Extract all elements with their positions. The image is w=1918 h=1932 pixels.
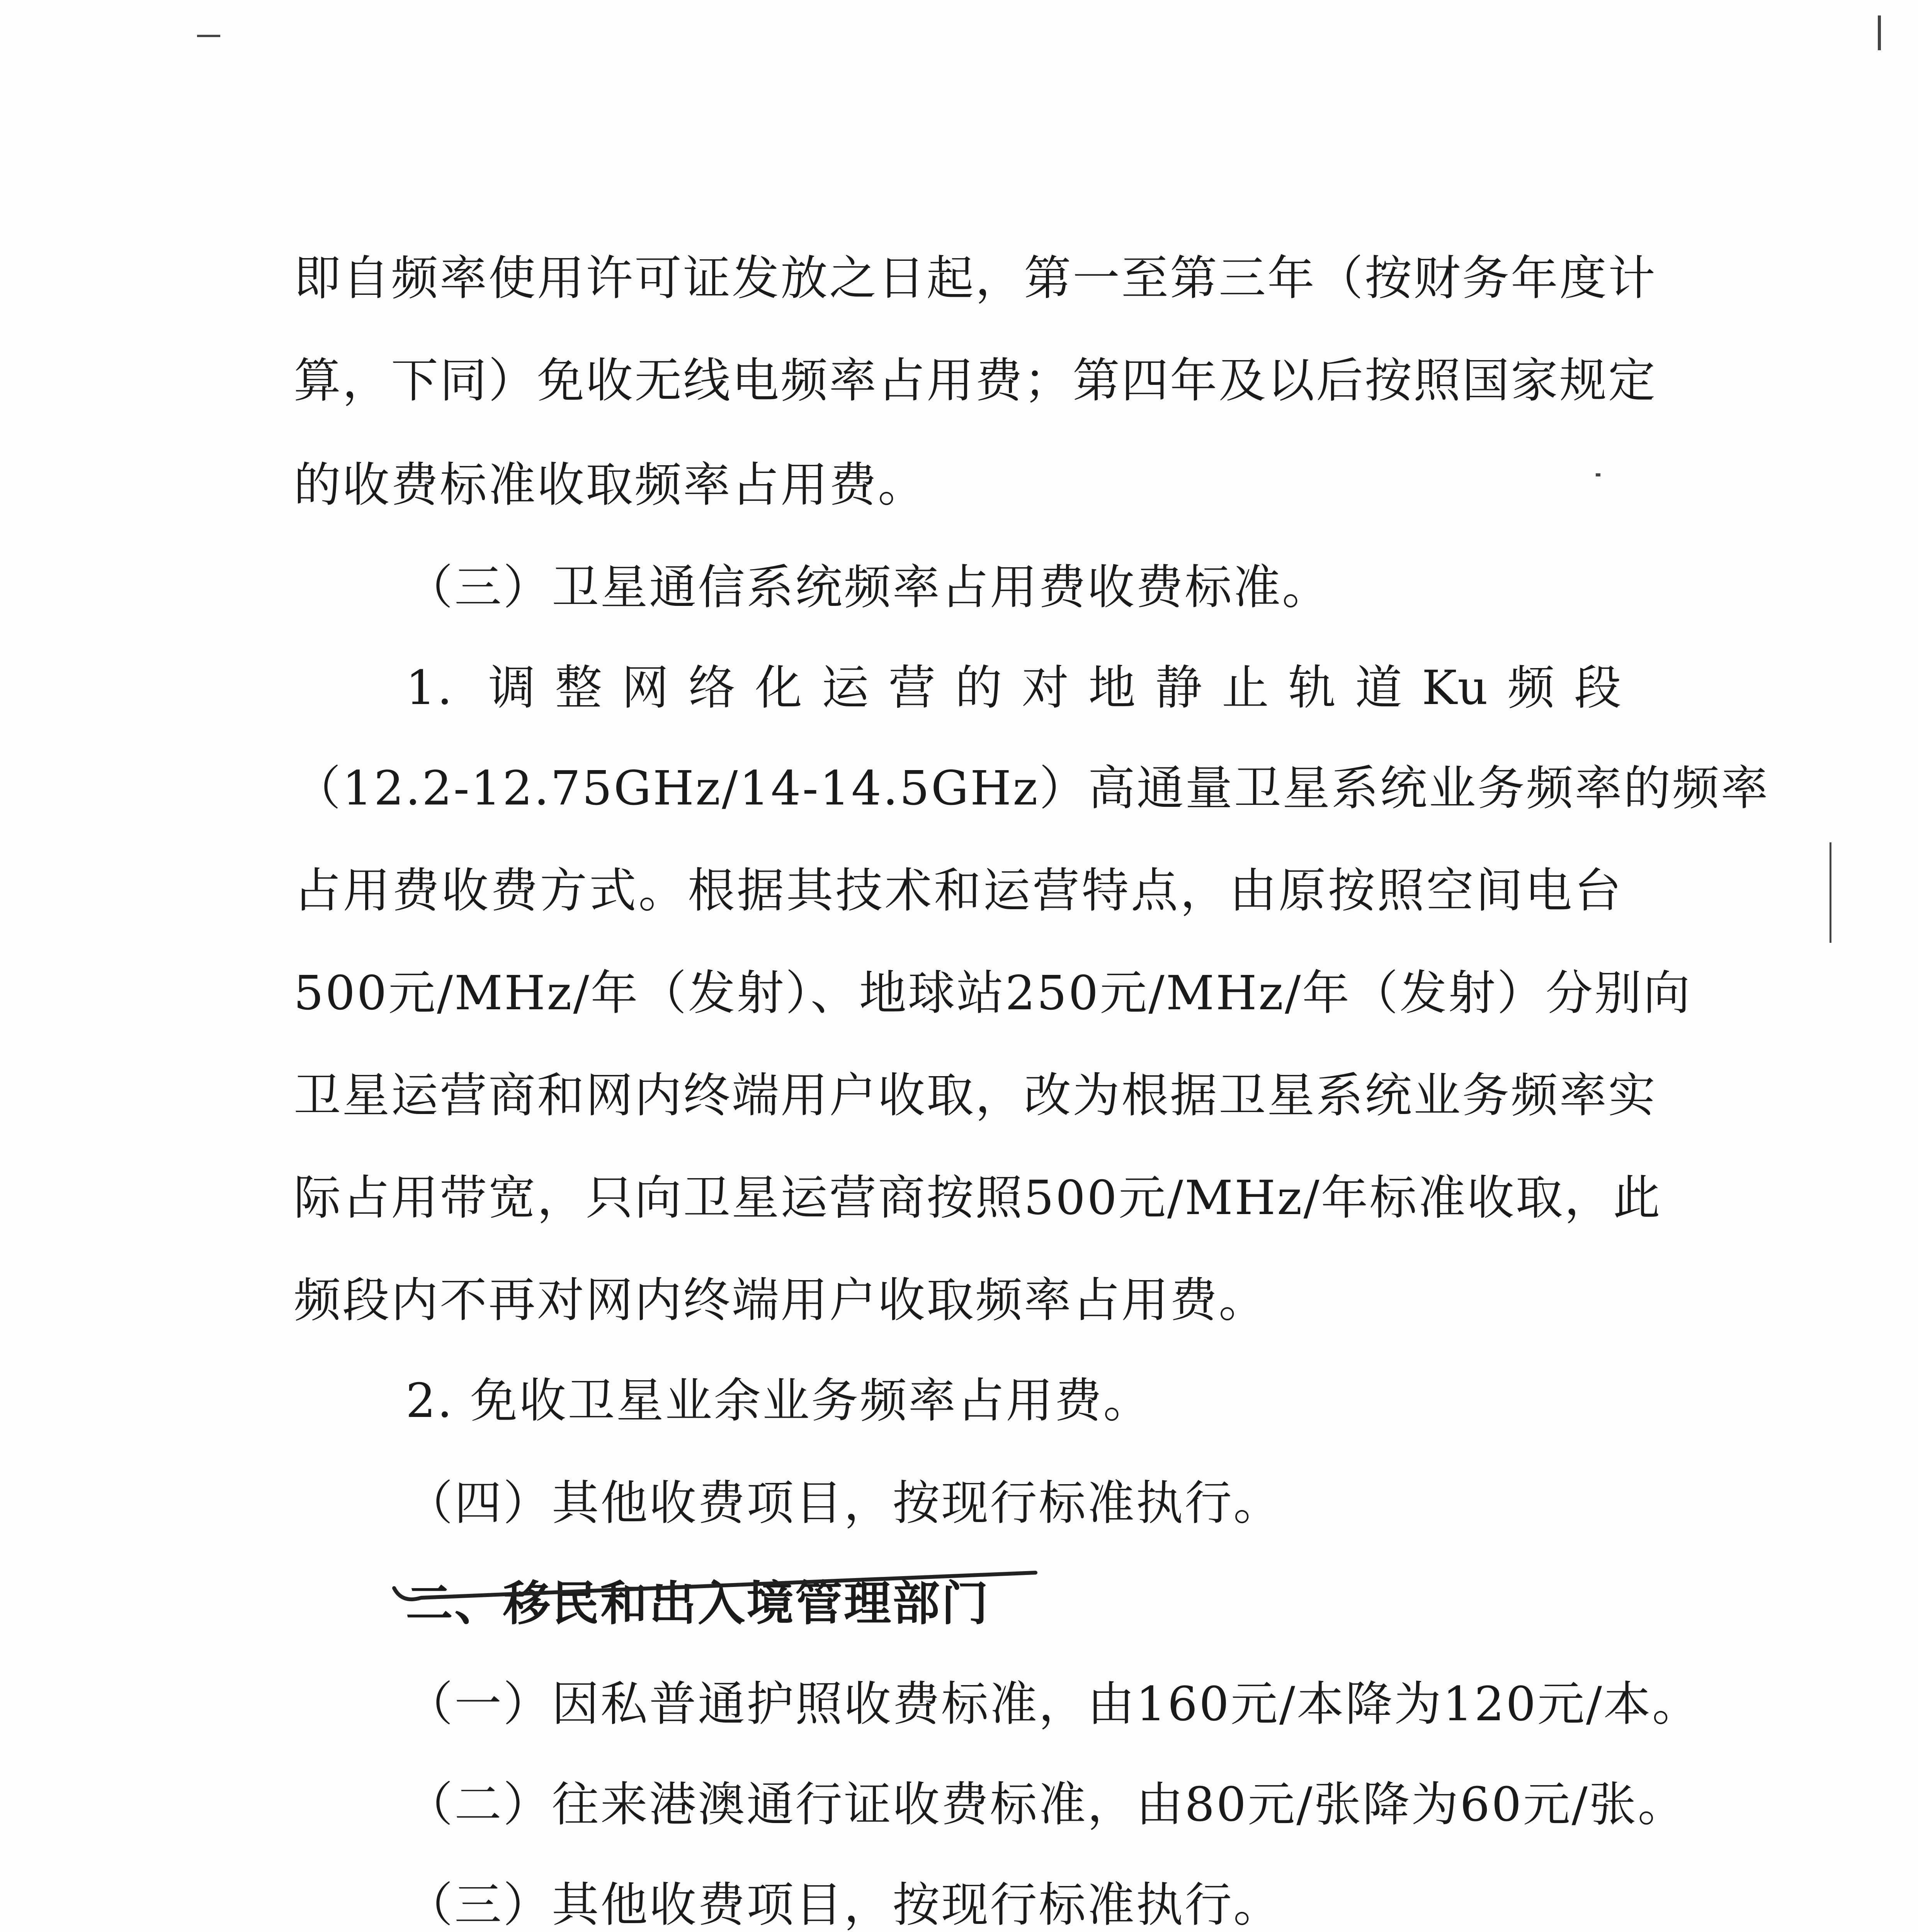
body-text-line: （二）往来港澳通行证收费标准，由80元/张降为60元/张。 — [406, 1777, 1687, 1832]
body-text-line: （四）其他收费项目，按现行标准执行。 — [406, 1476, 1282, 1531]
section-heading: 二、移民和出入境管理部门 — [406, 1576, 990, 1631]
body-text-line: 500元/MHz/年（发射）、地球站250元/MHz/年（发射）分别向 — [294, 966, 1692, 1020]
body-text-line: 2. 免收卫星业余业务频率占用费。 — [406, 1373, 1152, 1428]
body-text-line: 频段内不再对网内终端用户收取频率占用费。 — [294, 1273, 1267, 1328]
section-subheading: （三）卫星通信系统频率占用费收费标准。 — [406, 560, 1331, 615]
body-text-line: 的收费标准收取频率占用费。 — [294, 457, 927, 512]
body-text-line: 卫星运营商和网内终端用户收取，改为根据卫星系统业务频率实 — [294, 1068, 1657, 1123]
scan-artifact-mark — [1830, 842, 1831, 943]
body-text-line: 1. 调整网络化运营的对地静止轨道Ku频段 — [406, 660, 1623, 715]
handwritten-underline-mark — [386, 1530, 1051, 1592]
scan-artifact-mark — [1596, 473, 1600, 476]
body-text-line: （一）因私普通护照收费标准，由160元/本降为120元/本。 — [406, 1677, 1701, 1731]
body-text-line: （12.2-12.75GHz/14-14.5GHz）高通量卫星系统业务频率的频率 — [294, 761, 1770, 816]
body-text-line: 际占用带宽，只向卫星运营商按照500元/MHz/年标准收取，此 — [294, 1170, 1662, 1225]
scan-artifact-mark — [197, 35, 220, 37]
scan-artifact-mark — [1878, 15, 1881, 50]
body-text-line: 即自频率使用许可证发放之日起，第一至第三年（按财务年度计 — [294, 251, 1657, 306]
body-text-line: 算，下同）免收无线电频率占用费；第四年及以后按照国家规定 — [294, 353, 1657, 408]
body-text-line: （三）其他收费项目，按现行标准执行。 — [406, 1878, 1282, 1932]
body-text-line: 占用费收费方式。根据其技术和运营特点，由原按照空间电台 — [294, 863, 1623, 918]
